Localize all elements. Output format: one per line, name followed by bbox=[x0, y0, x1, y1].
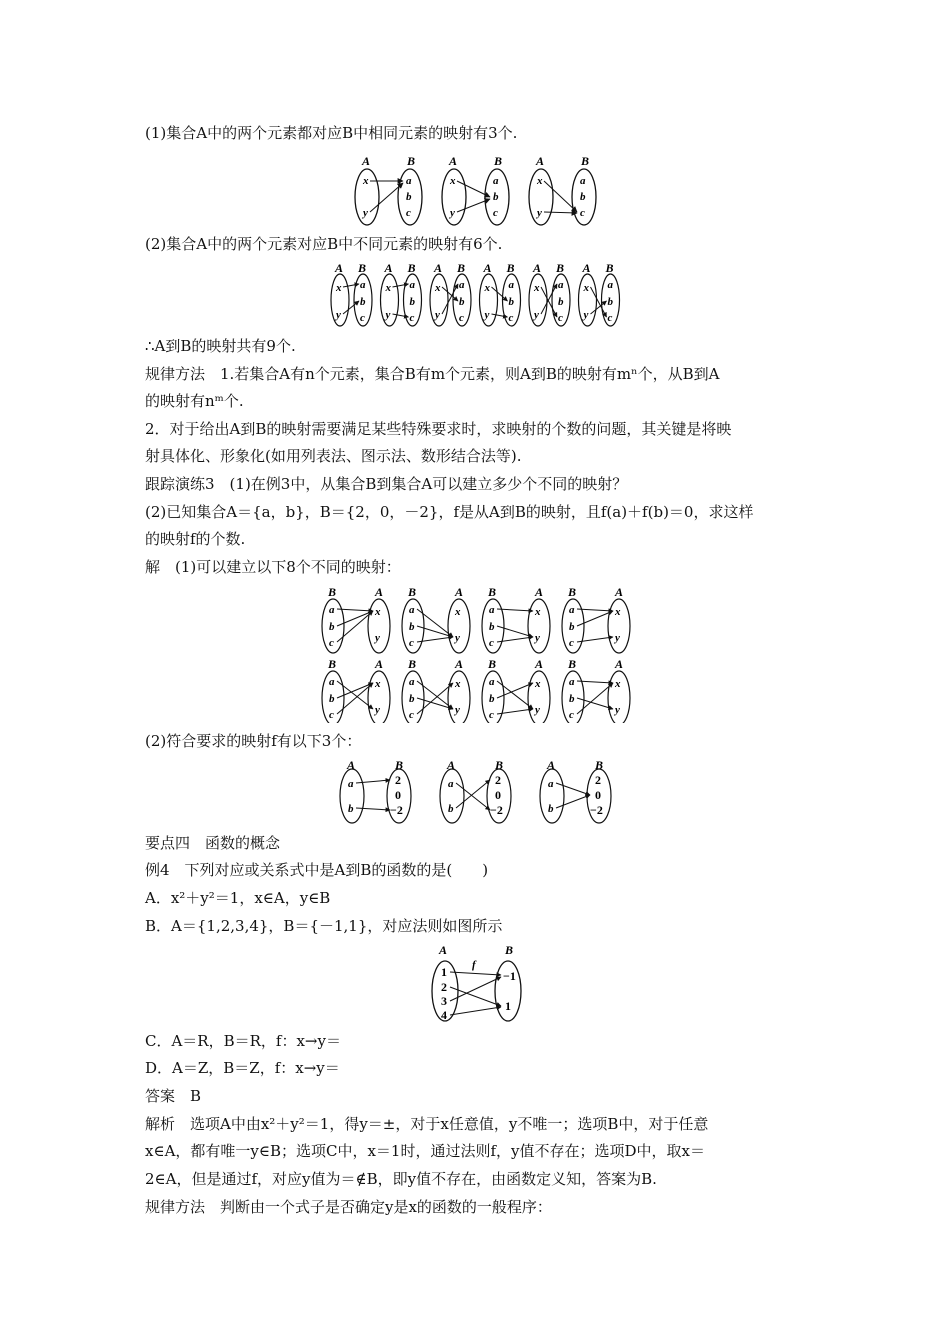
set-a-label: A bbox=[615, 657, 624, 671]
set-a-label: A bbox=[384, 262, 393, 275]
set-b-label: B bbox=[408, 657, 417, 671]
arrow bbox=[343, 301, 359, 314]
element-y: y bbox=[385, 309, 391, 321]
element-two: 2 bbox=[495, 773, 501, 787]
mapping-diagram bbox=[480, 262, 521, 326]
mapping-diagram bbox=[562, 657, 630, 723]
element-b: b bbox=[569, 693, 575, 705]
set-b-label: B bbox=[605, 262, 614, 275]
figure-sum-zero-mappings bbox=[335, 758, 620, 826]
element-a: a bbox=[493, 175, 499, 187]
element-y: y bbox=[375, 632, 380, 644]
element-2: 2 bbox=[441, 980, 447, 994]
element-a: a bbox=[409, 604, 415, 616]
element-c: c bbox=[459, 312, 464, 324]
element-x: x bbox=[615, 606, 621, 618]
mapping-diagram bbox=[540, 758, 611, 823]
set-a-label: A bbox=[375, 657, 384, 671]
set-b-label: B bbox=[488, 657, 497, 671]
diagram-3 bbox=[529, 154, 596, 225]
element-y: y bbox=[583, 309, 589, 321]
element-b: b bbox=[409, 621, 415, 633]
element-two: 2 bbox=[395, 773, 401, 787]
text-line: (2)符合要求的映射f有以下3个： bbox=[145, 732, 362, 750]
set-b-label: B bbox=[457, 262, 466, 275]
element-b: b bbox=[329, 621, 335, 633]
set-a-label: A bbox=[347, 758, 356, 772]
mapping-diagram bbox=[322, 657, 390, 723]
arrow bbox=[456, 783, 490, 810]
element-c: c bbox=[569, 709, 574, 721]
arrow bbox=[492, 314, 508, 317]
element-c: c bbox=[409, 709, 414, 721]
element-c: c bbox=[406, 207, 411, 219]
element-y: y bbox=[615, 632, 620, 644]
element-x: x bbox=[455, 606, 461, 618]
set-a-label: A bbox=[455, 657, 464, 671]
figure-different-element-mappings bbox=[328, 262, 628, 328]
element-b: b bbox=[448, 803, 454, 815]
text-line: 规律方法 1.若集合A有n个元素，集合B有m个元素，则A到B的映射有mⁿ个，从B到A bbox=[145, 365, 720, 383]
element-a: a bbox=[569, 676, 575, 688]
arrow bbox=[556, 783, 590, 795]
text-line: (2)集合A中的两个元素对应B中不同元素的映射有6个. bbox=[145, 235, 503, 253]
analysis-line: x∈A，都有唯一y∈B；选项C中，x＝1时，通过法则f，y值不存在；选项D中，取x＝ bbox=[145, 1142, 705, 1160]
mapping-diagram bbox=[430, 262, 471, 326]
set-b-label: B bbox=[358, 262, 367, 275]
element-c: c bbox=[508, 312, 514, 324]
element-x: x bbox=[336, 282, 342, 294]
arrow bbox=[544, 212, 577, 213]
set-b-label: B bbox=[568, 585, 577, 599]
mapping-diagram bbox=[579, 262, 620, 326]
element-x: x bbox=[615, 678, 621, 690]
eight-diagrams bbox=[322, 585, 630, 723]
element-y: y bbox=[535, 704, 540, 716]
mapping-diagram bbox=[482, 657, 550, 723]
set-a-label: A bbox=[455, 585, 464, 599]
set-a-label: A bbox=[582, 262, 591, 275]
set-b-label: B bbox=[506, 262, 515, 275]
set-b-label: B bbox=[595, 758, 604, 772]
element-1: 1 bbox=[441, 965, 447, 979]
element-a: a bbox=[508, 279, 514, 291]
element-b: b bbox=[329, 693, 335, 705]
figure-function-diagram bbox=[425, 942, 525, 1024]
set-b-label: B bbox=[407, 262, 416, 275]
element-x: x bbox=[535, 678, 541, 690]
mapping-diagram bbox=[322, 585, 390, 653]
mapping-diagram bbox=[402, 657, 470, 723]
element-a: a bbox=[348, 778, 354, 790]
set-b-label: B bbox=[328, 657, 337, 671]
element-b: b bbox=[489, 693, 495, 705]
set-b-label: B bbox=[568, 657, 577, 671]
element-y: y bbox=[615, 704, 620, 716]
mapping-diagram bbox=[482, 585, 550, 653]
element-a: a bbox=[329, 604, 335, 616]
arrow bbox=[343, 284, 359, 287]
answer: 答案 B bbox=[145, 1087, 202, 1105]
element-c: c bbox=[558, 312, 563, 324]
element-y: y bbox=[336, 309, 341, 321]
element-b: b bbox=[348, 803, 354, 815]
element-c: c bbox=[493, 207, 498, 219]
element-b: b bbox=[558, 296, 564, 308]
set-a-label: A bbox=[375, 585, 384, 599]
set-a-label: A bbox=[449, 154, 458, 168]
arrow bbox=[456, 780, 490, 808]
element-y: y bbox=[534, 309, 539, 321]
text-line: 解 (1)可以建立以下8个不同的映射： bbox=[145, 558, 401, 576]
element-a: a bbox=[409, 676, 415, 688]
function-f-label: f bbox=[472, 959, 476, 971]
arrow bbox=[492, 287, 508, 301]
element-a: a bbox=[360, 279, 366, 291]
element-c: c bbox=[489, 637, 494, 649]
text-line: 射具体化、形象化(如用列表法、图示法、数形结合法等). bbox=[145, 447, 522, 465]
element-x: x bbox=[484, 282, 490, 294]
element-4: 4 bbox=[441, 1008, 447, 1022]
element-y: y bbox=[537, 207, 542, 219]
set-a-label: A bbox=[362, 154, 371, 168]
mapping-diagram bbox=[440, 758, 511, 823]
arrow bbox=[356, 808, 390, 810]
element-a: a bbox=[329, 676, 335, 688]
element-b: b bbox=[548, 803, 554, 815]
analysis-line: 解析 选项A中由x²＋y²＝1，得y＝±，对于x任意值，y不唯一；选项B中，对于任意 bbox=[145, 1115, 709, 1133]
text-line: ∴A到B的映射共有9个. bbox=[145, 337, 296, 355]
option-b: B．A＝{1,2,3,4}，B＝{－1,1}，对应法则如图所示 bbox=[145, 917, 503, 935]
element-neg1: −1 bbox=[503, 969, 516, 983]
set-b-label: B bbox=[581, 154, 590, 168]
element-a: a bbox=[448, 778, 454, 790]
element-c: c bbox=[329, 709, 334, 721]
set-b-label: B bbox=[505, 943, 514, 957]
mapping-diagram bbox=[381, 262, 422, 326]
text-line: 2．对于给出A到B的映射需要满足某些特殊要求时，求映射的个数的问题，其关键是将映 bbox=[145, 420, 732, 438]
text-line: 的映射f的个数. bbox=[145, 530, 246, 548]
arrow bbox=[541, 287, 557, 317]
set-a-label: A bbox=[547, 758, 556, 772]
element-a: a bbox=[406, 175, 412, 187]
set-a-label: A bbox=[439, 943, 448, 957]
text-line: 例4 下列对应或关系式中是A到B的函数的是( ) bbox=[145, 861, 489, 879]
set-b-label: B bbox=[395, 758, 404, 772]
set-a-label: A bbox=[447, 758, 456, 772]
element-y: y bbox=[484, 309, 490, 321]
set-a-label: A bbox=[483, 262, 492, 275]
element-b: b bbox=[459, 296, 465, 308]
element-b: b bbox=[580, 191, 586, 203]
set-a-label: A bbox=[335, 262, 344, 275]
element-a: a bbox=[569, 604, 575, 616]
diagram-1 bbox=[355, 154, 422, 225]
arrow bbox=[393, 314, 409, 317]
element-x: x bbox=[375, 678, 381, 690]
element-a: a bbox=[558, 279, 564, 291]
element-y: y bbox=[375, 704, 380, 716]
set-b-label: B bbox=[407, 154, 416, 168]
three-diagrams bbox=[340, 758, 611, 823]
element-c: c bbox=[409, 637, 414, 649]
element-b: b bbox=[409, 693, 415, 705]
mapping-diagram bbox=[562, 585, 630, 653]
element-y: y bbox=[455, 704, 460, 716]
element-zero: 0 bbox=[395, 788, 401, 802]
element-a: a bbox=[409, 279, 415, 291]
element-b: b bbox=[406, 191, 412, 203]
mapping-diagram bbox=[529, 262, 570, 326]
element-b: b bbox=[607, 296, 613, 308]
element-c: c bbox=[329, 637, 334, 649]
arrow bbox=[541, 284, 557, 314]
element-x: x bbox=[435, 282, 441, 294]
set-a-label: A bbox=[533, 262, 542, 275]
mapping-diagram bbox=[340, 758, 411, 823]
text-line: 跟踪演练3 (1)在例3中，从集合B到集合A可以建立多少个不同的映射？ bbox=[145, 475, 628, 493]
element-b: b bbox=[489, 621, 495, 633]
text-line: 规律方法 判断由一个式子是否确定y是x的函数的一般程序： bbox=[145, 1198, 552, 1216]
text-line: (2)已知集合A＝{a，b}，B＝{2，0，－2}，f是从A到B的映射，且f(a)＋f(b)＝0，求这样 bbox=[145, 503, 754, 521]
element-neg2: −2 bbox=[390, 803, 403, 817]
set-b-label: B bbox=[494, 154, 503, 168]
element-a: a bbox=[489, 676, 495, 688]
element-b: b bbox=[409, 296, 415, 308]
arrow bbox=[556, 795, 590, 808]
element-a: a bbox=[580, 175, 586, 187]
element-x: x bbox=[385, 282, 391, 294]
element-1-b: 1 bbox=[505, 999, 511, 1013]
section-heading: 要点四 函数的概念 bbox=[145, 834, 281, 852]
mapping-diagram bbox=[402, 585, 470, 653]
element-zero: 0 bbox=[595, 788, 601, 802]
element-y: y bbox=[435, 309, 440, 321]
option-c: C．A＝R，B＝R，f：x→y＝ bbox=[145, 1032, 341, 1050]
set-a-label: A bbox=[535, 585, 544, 599]
set-b-label: B bbox=[495, 758, 504, 772]
element-x: x bbox=[537, 175, 543, 187]
element-b: b bbox=[569, 621, 575, 633]
element-neg2: −2 bbox=[590, 803, 603, 817]
set-a-label: A bbox=[535, 657, 544, 671]
set-a-label: A bbox=[536, 154, 545, 168]
element-two: 2 bbox=[595, 773, 601, 787]
mapping-diagram bbox=[331, 262, 372, 326]
set-b-label: B bbox=[328, 585, 337, 599]
element-x: x bbox=[583, 282, 589, 294]
analysis-line: 2∈A，但是通过f，对应y值为＝∉B，即y值不存在，由函数定义知，答案为B. bbox=[145, 1170, 657, 1188]
set-a-label: A bbox=[615, 585, 624, 599]
element-a: a bbox=[489, 604, 495, 616]
element-c: c bbox=[580, 207, 585, 219]
element-a: a bbox=[548, 778, 554, 790]
element-y: y bbox=[535, 632, 540, 644]
text-line: (1)集合A中的两个元素都对应B中相同元素的映射有3个. bbox=[145, 124, 518, 142]
element-a: a bbox=[607, 279, 613, 291]
diagram-2 bbox=[442, 154, 509, 225]
set-b-label: B bbox=[488, 585, 497, 599]
element-x: x bbox=[535, 606, 541, 618]
option-d: D．A＝Z，B＝Z，f：x→y＝ bbox=[145, 1059, 340, 1077]
element-x: x bbox=[450, 175, 456, 187]
element-b: b bbox=[360, 296, 366, 308]
element-b: b bbox=[493, 191, 499, 203]
element-y: y bbox=[363, 207, 368, 219]
element-x: x bbox=[534, 282, 540, 294]
element-x: x bbox=[455, 678, 461, 690]
option-a: A．x²＋y²＝1，x∈A，y∈B bbox=[145, 889, 331, 907]
arrow bbox=[393, 284, 409, 287]
set-b-label: B bbox=[556, 262, 565, 275]
text-line: 的映射有nᵐ个. bbox=[145, 392, 244, 410]
element-b: b bbox=[508, 296, 514, 308]
six-diagrams bbox=[331, 262, 620, 326]
element-x: x bbox=[375, 606, 381, 618]
element-y: y bbox=[450, 207, 455, 219]
element-zero: 0 bbox=[495, 788, 501, 802]
set-a-label: A bbox=[434, 262, 443, 275]
element-c: c bbox=[409, 312, 415, 324]
element-y: y bbox=[455, 632, 460, 644]
element-c: c bbox=[360, 312, 365, 324]
element-3: 3 bbox=[441, 994, 447, 1008]
figure-eight-mappings bbox=[318, 585, 638, 723]
figure-same-element-mappings bbox=[345, 152, 610, 230]
set-b-label: B bbox=[408, 585, 417, 599]
element-c: c bbox=[569, 637, 574, 649]
element-neg2: −2 bbox=[490, 803, 503, 817]
element-c: c bbox=[489, 709, 494, 721]
arrow bbox=[356, 780, 390, 783]
element-a: a bbox=[459, 279, 465, 291]
element-c: c bbox=[607, 312, 613, 324]
element-x: x bbox=[363, 175, 369, 187]
